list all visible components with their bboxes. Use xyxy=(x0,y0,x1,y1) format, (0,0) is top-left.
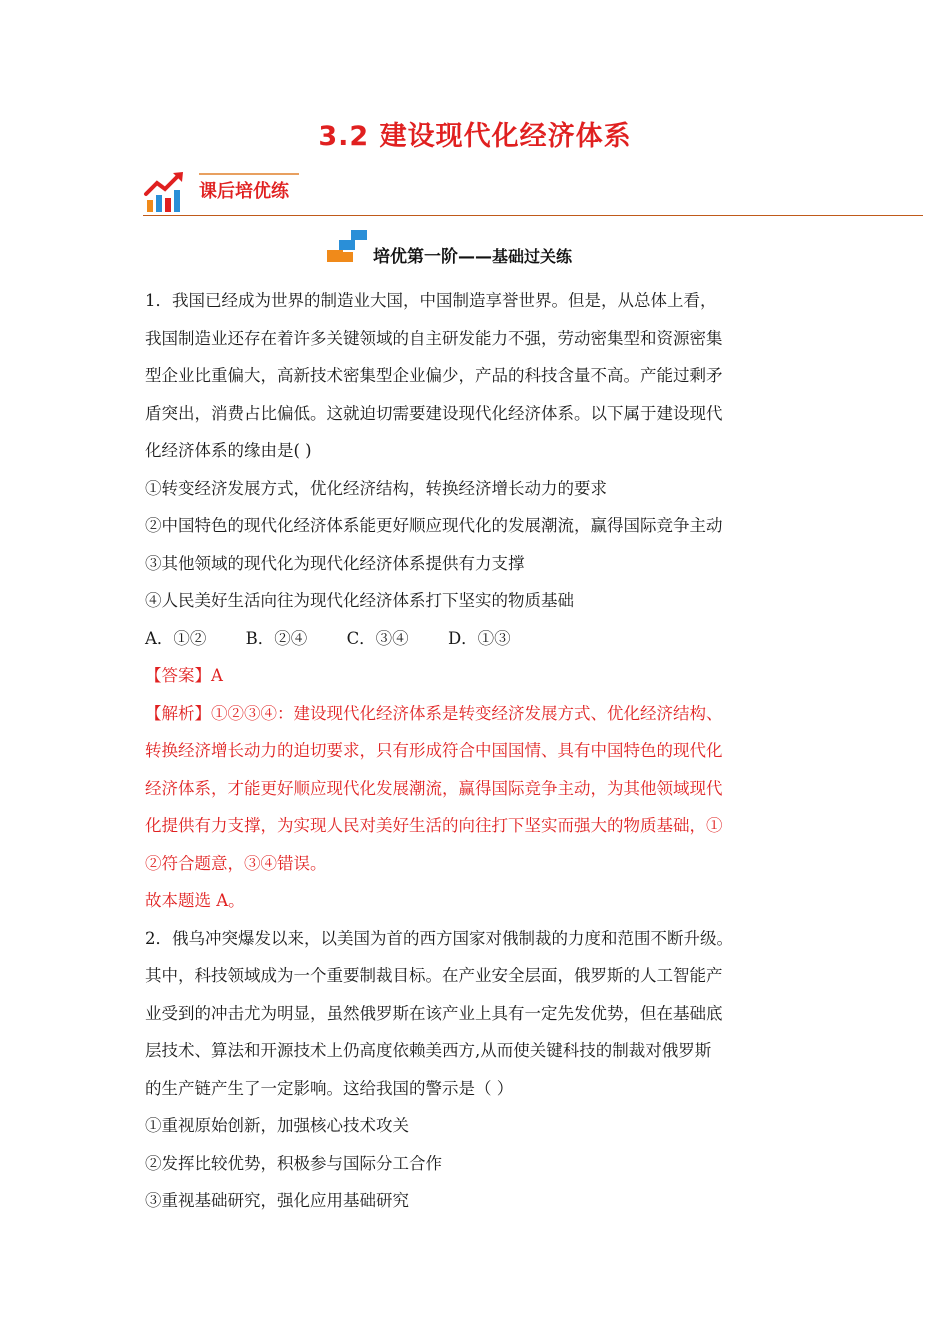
stairs-icon xyxy=(327,230,371,264)
q2-stem-line: 业受到的冲击尤为明显，虽然俄罗斯在该产业上具有一定先发优势，但在基础底 xyxy=(145,1003,723,1023)
q1-conclusion: 故本题选 A。 xyxy=(145,891,245,910)
q1-item: ④人民美好生活向往为现代化经济体系打下坚实的物质基础 xyxy=(145,591,574,610)
q2-item: ①重视原始创新，加强核心技术攻关 xyxy=(145,1116,409,1135)
q2-stem-line: 的生产链产生了一定影响。这给我国的警示是（ ） xyxy=(145,1078,514,1098)
q1-option-b: B．②④ xyxy=(245,628,308,648)
section-banner xyxy=(143,168,923,220)
q1-stem-line: 化经济体系的缘由是( ) xyxy=(145,441,312,460)
question-content xyxy=(145,282,810,1220)
stage-title-main: 培优第一阶—— xyxy=(373,247,492,267)
question-1 xyxy=(145,282,810,920)
q2-stem-line: 2．俄乌冲突爆发以来，以美国为首的西方国家对俄制裁的力度和范围不断升级。 xyxy=(145,928,733,948)
q1-stem-line: 我国制造业还存在着许多关键领域的自主研发能力不强，劳动密集型和资源密集 xyxy=(145,328,723,348)
q2-item: ②发挥比较优势，积极参与国际分工合作 xyxy=(145,1153,442,1173)
section-label: 课后培优练 xyxy=(199,181,289,202)
q1-analysis-line: 转换经济增长动力的迫切要求，只有形成符合中国国情、具有中国特色的现代化 xyxy=(145,741,723,760)
q1-item: ②中国特色的现代化经济体系能更好顺应现代化的发展潮流，赢得国际竞争主动 xyxy=(145,516,723,535)
question-2 xyxy=(145,920,810,1220)
rising-chart-icon xyxy=(143,168,189,214)
q2-stem-line: 其中，科技领域成为一个重要制裁目标。在产业安全层面，俄罗斯的人工智能产 xyxy=(145,966,723,985)
q1-option-c: C．③④ xyxy=(346,628,409,648)
banner-accent-line xyxy=(199,173,299,175)
q1-analysis-line: 【解析】①②③④：建设现代化经济体系是转变经济发展方式、优化经济结构、 xyxy=(145,703,723,723)
q1-options xyxy=(145,620,810,658)
q1-analysis-line: ②符合题意，③④错误。 xyxy=(145,853,327,873)
q1-stem-line: 型企业比重偏大，高新技术密集型企业偏少，产品的科技含量不高。产能过剩矛 xyxy=(145,366,723,385)
q1-analysis-line: 化提供有力支撑，为实现人民对美好生活的向往打下坚实而强大的物质基础，① xyxy=(145,816,723,835)
q1-stem-line: 1．我国已经成为世界的制造业大国，中国制造享誉世界。但是，从总体上看， xyxy=(145,291,717,310)
stage-heading xyxy=(0,230,950,270)
stage-title xyxy=(373,242,572,267)
q1-answer: 【答案】A xyxy=(145,666,223,685)
q1-option-d: D．①③ xyxy=(447,628,511,648)
q1-item: ③其他领域的现代化为现代化经济体系提供有力支撑 xyxy=(145,553,525,573)
page-title: 3.2 建设现代化经济体系 xyxy=(318,121,632,152)
stage-title-sub: 基础过关练 xyxy=(492,247,573,266)
q1-item: ①转变经济发展方式，优化经济结构，转换经济增长动力的要求 xyxy=(145,478,607,498)
q2-stem-line: 层技术、算法和开源技术上仍高度依赖美西方,从而使关键科技的制裁对俄罗斯 xyxy=(145,1041,712,1060)
q1-option-a: A．①② xyxy=(145,628,207,648)
q2-item: ③重视基础研究，强化应用基础研究 xyxy=(145,1191,409,1210)
q1-stem-line: 盾突出，消费占比偏低。这就迫切需要建设现代化经济体系。以下属于建设现代 xyxy=(145,403,723,423)
q1-analysis-line: 经济体系，才能更好顺应现代化发展潮流，赢得国际竞争主动，为其他领域现代 xyxy=(145,778,723,798)
section-divider xyxy=(143,215,923,216)
